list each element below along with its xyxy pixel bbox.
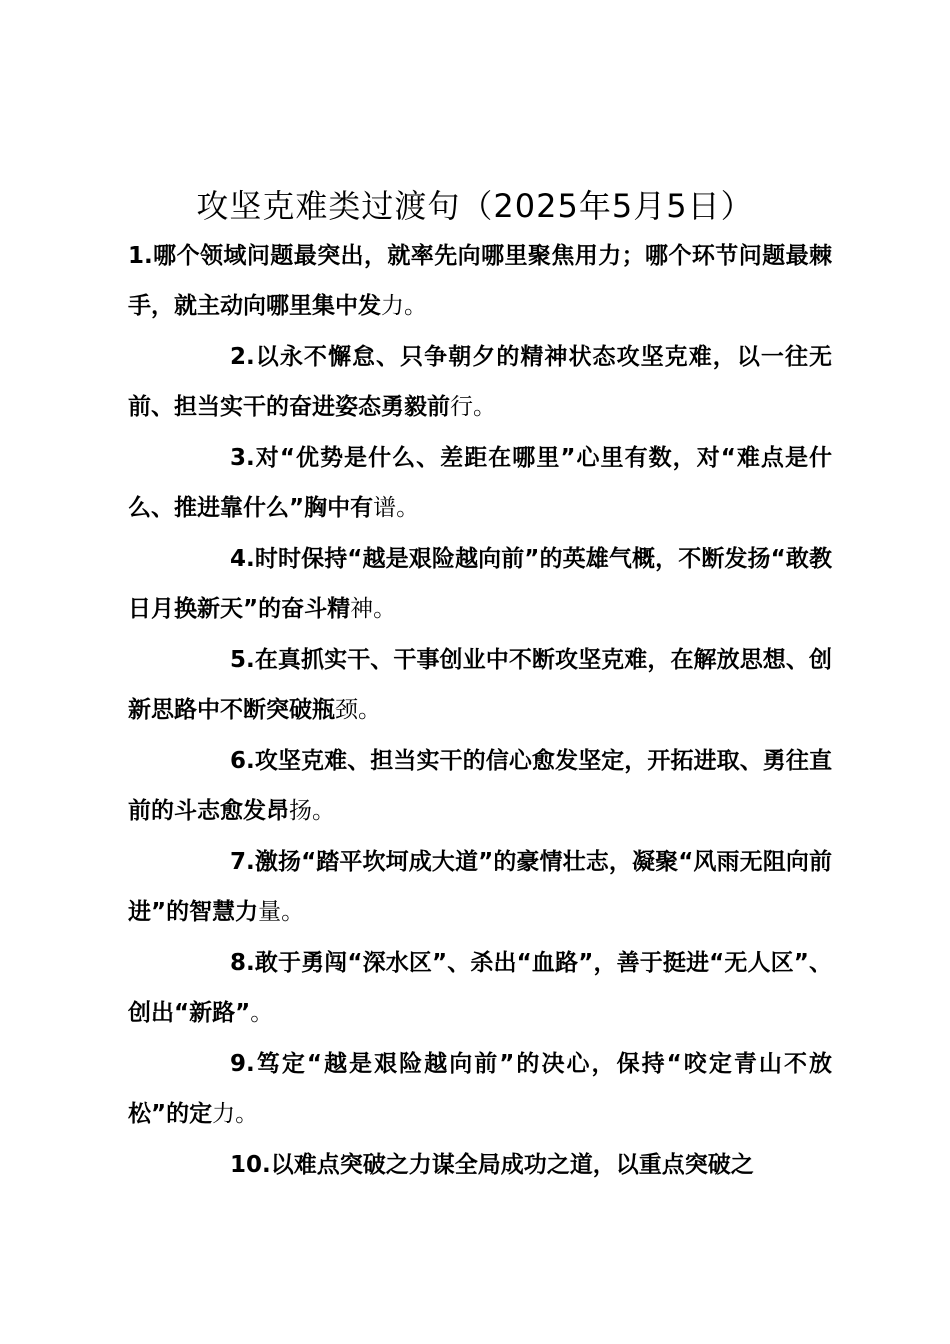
paragraph-2-text: 2.以永不懈怠、只争朝夕的精神状态攻坚克难，以一往无前、担当实干的奋进姿态勇毅前 bbox=[128, 344, 832, 420]
paragraph-7-tail: 量。 bbox=[258, 899, 305, 925]
paragraph-6-text: 6.攻坚克难、担当实干的信心愈发坚定，开拓进取、勇往直前的斗志愈发昂 bbox=[128, 748, 832, 824]
paragraph-5-tail: 颈。 bbox=[335, 697, 381, 723]
paragraph-3-text: 3.对“优势是什么、差距在哪里”心里有数，对“难点是什么、推进靠什么”胸中有 bbox=[128, 445, 832, 521]
paragraph-4-tail: 神。 bbox=[350, 596, 397, 622]
document-body bbox=[128, 231, 832, 1191]
paragraph-3-tail: 谱。 bbox=[373, 495, 420, 521]
paragraph-9-tail: 力。 bbox=[212, 1101, 259, 1127]
paragraph-10 bbox=[128, 1140, 832, 1190]
paragraph-1-tail: 力。 bbox=[381, 293, 427, 319]
paragraph-4-text: 4.时时保持“越是艰险越向前”的英雄气概，不断发扬“敢教日月换新天”的奋斗精 bbox=[128, 546, 832, 622]
paragraph-9 bbox=[128, 1039, 832, 1139]
paragraph-6 bbox=[128, 736, 832, 836]
paragraph-5 bbox=[128, 635, 832, 735]
paragraph-1-text: 1.哪个领域问题最突出，就率先向哪里聚焦用力；哪个环节问题最棘手，就主动向哪里集中发 bbox=[128, 243, 832, 319]
paragraph-8-tail: 。 bbox=[250, 1000, 274, 1026]
paragraph-5-text: 5.在真抓实干、干事创业中不断攻坚克难，在解放思想、创新思路中不断突破瓶 bbox=[128, 647, 832, 723]
paragraph-9-text: 9.笃定“越是艰险越向前”的决心，保持“咬定青山不放松”的定 bbox=[128, 1051, 832, 1127]
paragraph-6-tail: 扬。 bbox=[289, 798, 335, 824]
paragraph-10-text: 10.以难点突破之力谋全局成功之道，以重点突破之 bbox=[230, 1152, 754, 1178]
paragraph-8-text: 8.敢于勇闯“深水区”、杀出“血路”，善于挺进“无人区”、创出“新路” bbox=[128, 950, 832, 1026]
paragraph-7-text: 7.激扬“踏平坎坷成大道”的豪情壮志，凝聚“风雨无阻向前进”的智慧力 bbox=[128, 849, 832, 925]
paragraph-7 bbox=[128, 837, 832, 937]
paragraph-4 bbox=[128, 534, 832, 634]
paragraph-3 bbox=[128, 433, 832, 533]
paragraph-1 bbox=[128, 231, 832, 331]
paragraph-8 bbox=[128, 938, 832, 1038]
paragraph-2-tail: 行。 bbox=[450, 394, 496, 420]
paragraph-2 bbox=[128, 332, 832, 432]
document-title: 攻坚克难类过渡句（2025年5月5日） bbox=[196, 187, 754, 225]
